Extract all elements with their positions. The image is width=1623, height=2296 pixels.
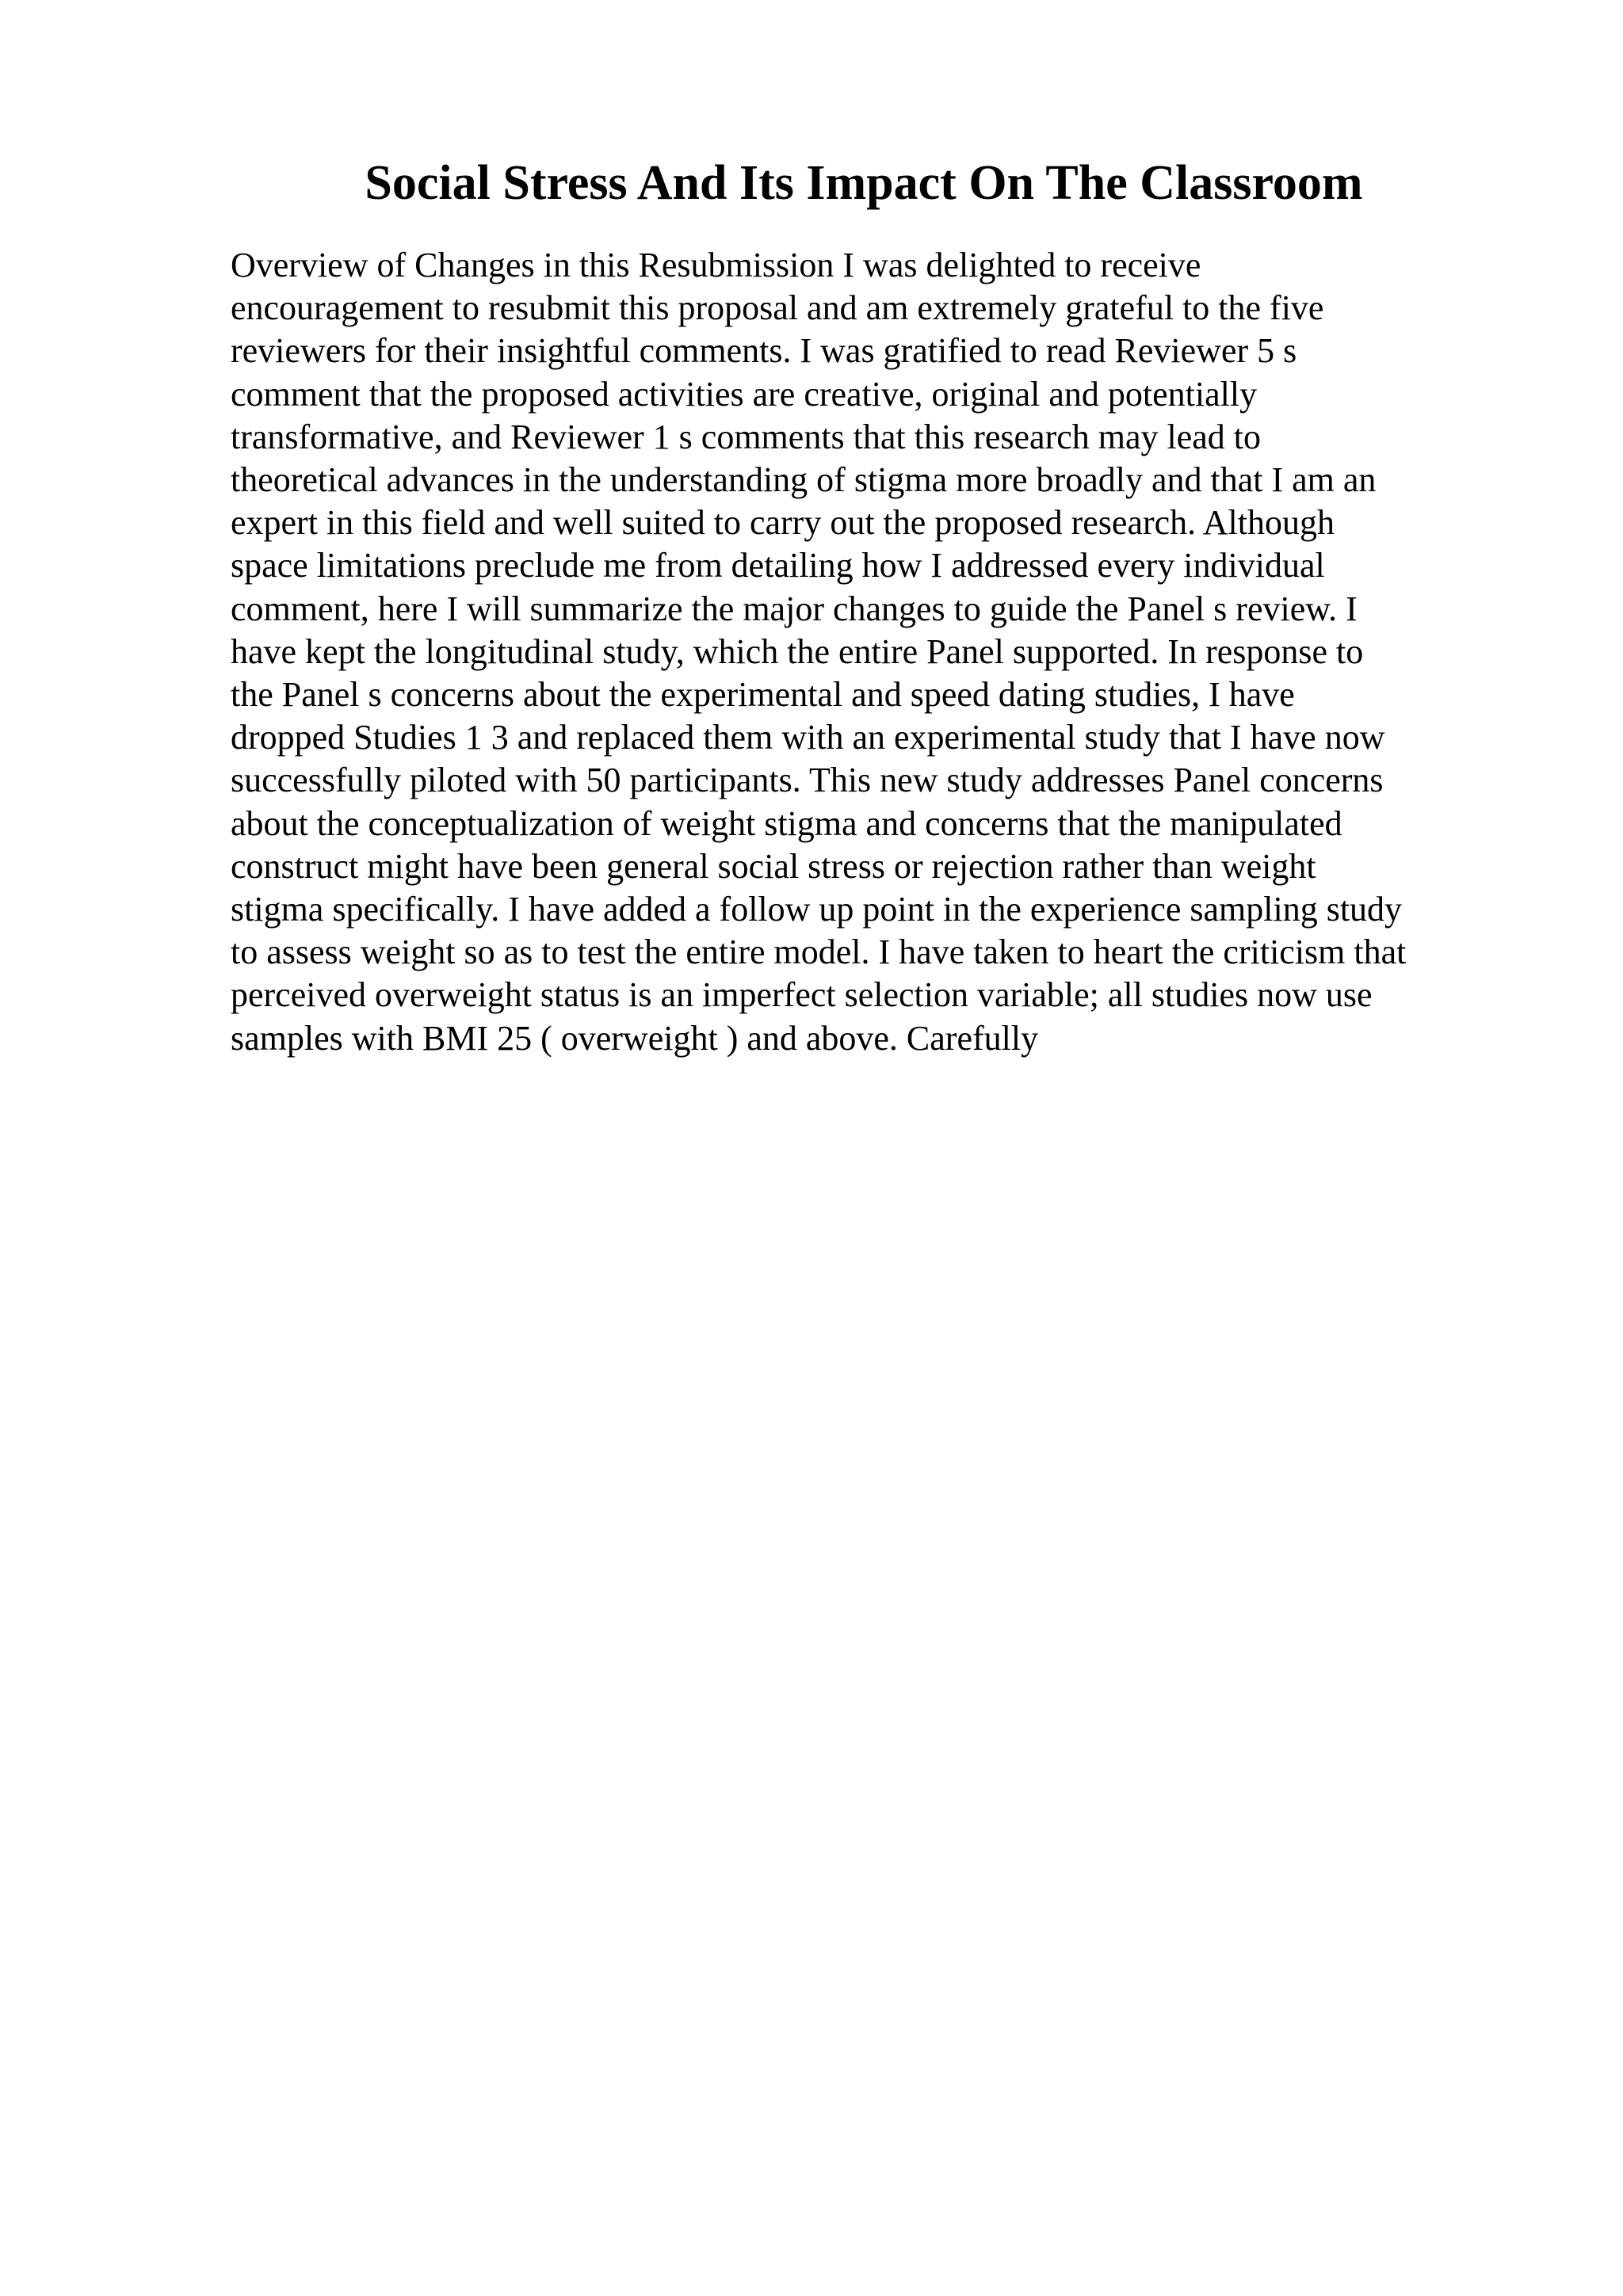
body-line: transformative, and Reviewer 1 s comments that this research may lead to (231, 417, 1262, 456)
body-line: successfully piloted with 50 participants. This new study addresses Panel concerns (231, 761, 1384, 800)
document-body (231, 244, 1499, 1060)
body-line: perceived overweight status is an imperfect selection variable; all studies now use (231, 975, 1373, 1015)
body-line: comment, here I will summarize the major changes to guide the Panel s review. I (231, 589, 1358, 628)
body-line: have kept the longitudinal study, which the entire Panel supported. In response to (231, 631, 1364, 671)
body-line: dropped Studies 1 3 and replaced them with an experimental study that I have now (231, 718, 1385, 757)
body-line: the Panel s concerns about the experimental and speed dating studies, I have (231, 675, 1295, 715)
body-line: reviewers for their insightful comments. I was gratified to read Reviewer 5 s (231, 331, 1297, 371)
body-line: theoretical advances in the understanding of stigma more broadly and that I am an (231, 460, 1377, 500)
body-line: expert in this field and well suited to carry out the proposed research. Although (231, 503, 1335, 543)
body-line: stigma specifically. I have added a follow up point in the experience sampling study (231, 890, 1403, 929)
body-line: encouragement to resubmit this proposal and am extremely grateful to the five (231, 288, 1324, 328)
body-line: to assess weight so as to test the entire model. I have taken to heart the criticism that (231, 933, 1407, 972)
body-line: comment that the proposed activities are creative, original and potentially (231, 374, 1258, 414)
body-line: Overview of Changes in this Resubmission I was delighted to receive (231, 246, 1201, 284)
document-title: Social Stress And Its Impact On The Classroom (365, 156, 1363, 210)
body-line: about the conceptualization of weight stigma and concerns that the manipulated (231, 803, 1342, 843)
body-line: samples with BMI 25 ( overweight ) and above. Carefully (231, 1018, 1039, 1058)
body-line: space limitations preclude me from detailing how I addressed every individual (231, 546, 1325, 585)
body-line: construct might have been general social stress or rejection rather than weight (231, 846, 1316, 886)
